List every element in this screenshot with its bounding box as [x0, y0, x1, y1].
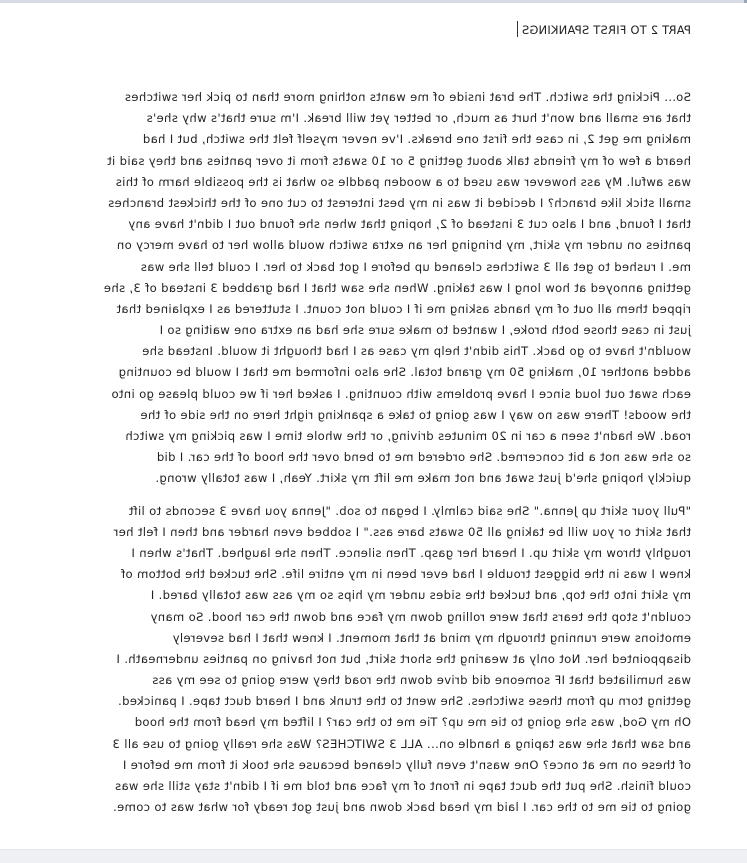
bottom-status-bar [0, 849, 747, 863]
text-line: panties on under my skirt, my bringing her an extra switch would allow her to have mercy on [116, 238, 691, 253]
text-line: getting torn up from these switches. She went to the trunk and I heard duct tape. I panicked. [117, 694, 691, 709]
text-line: Oh my God, was she going to tie me up? Tie me to the car? I lifted my head from the hood [134, 715, 691, 730]
text-line: small stick like branch? I decided it was in my best interest to cut one of the thickest branches [107, 195, 691, 210]
text-line: making me get 2, in case the first one breaks. I've never myself felt the switch, but I had [142, 132, 691, 147]
text-line: was awful. My ass however was used to a wooden paddle so what is the possible harm of this [115, 174, 691, 189]
text-line: so she was not a bit concerned. She ordered me to bend over the hood of the car. I did [156, 450, 691, 465]
text-line: quickly hoping she'd just swat and not make me lift my skirt. Yeah, I was totally wrong. [155, 471, 691, 486]
text-line: disappointed her. Not only at wearing the short skirt, but not having on panties underneath. I [116, 651, 691, 666]
text-line: knew I was in the biggest trouble I had ever been in my entire life. She tucked the bottom of [120, 567, 691, 582]
document-body[interactable] [103, 87, 691, 829]
text-line: road. We hadn't seen a car in 20 minutes driving, or the whole time I was picking my switch [125, 429, 691, 443]
mirrored-document-content [0, 3, 747, 849]
text-line: and saw that she was taping a handle on... ALL 3 SWITCHES? Was she really going to use all 3 [112, 736, 691, 751]
text-line: the woods! There was no way I was going to take a spanking right here on the side of the [140, 407, 691, 422]
text-line: added another 10, making 50 my grand total. She also informed me that I would be counting [118, 365, 691, 380]
text-line: could finish. She put the duct tape in front of my face and told me if I didn't stay still she was [114, 779, 691, 793]
paragraph-2 [112, 501, 691, 819]
text-line: ripped them all out of my hands asking me if I could not count. I stuttered as I explained that [116, 301, 691, 316]
text-line: getting annoyed at how long I was taking. When she saw that I had grabbed 3 instead of 3, she [103, 280, 691, 295]
text-line: my skirt into the top, and tucked the sides under my hips so my ass was totally bared. I [150, 588, 691, 603]
text-line: So... Picking the switch. The brat inside of me wants nothing more than to pick her switches [124, 90, 691, 104]
document-heading: PART 2 TO FIRST SPANKINGS [521, 23, 691, 37]
text-line: that I found, and I also cut 3 instead of 2, hoping that when she found out I didn't have any [128, 217, 691, 232]
text-line: emotions were running through my mind at that moment. I knew that I had severely [172, 630, 691, 645]
text-line: of these on me at once? One wasn't even fully cleaned because she took it from me before I [122, 757, 691, 772]
text-line: that skirt or you will be taking all 50 swats bare ass." I sobbed even harder and then I felt her [113, 524, 691, 539]
text-line: wouldn't have to go back. This didn't help my case as I had thought it would. Instead she [141, 344, 691, 359]
text-line: going to tie me to the car. I laid my head back down and just got ready for what was to come. [112, 800, 691, 815]
text-line: each swat out loud since I have problems with counting. I asked her if we could please go into [111, 386, 691, 401]
text-line: couldn't stop the tears that were rolling down my face and down the car hood. So many [150, 609, 691, 624]
text-line: me. I rushed to get all 3 switches cleaned up before I got back to her. I could tell she was [140, 259, 691, 274]
text-line: that are small and won't hurt as much, or better yet will break. I'm sure that's why she's [146, 111, 691, 126]
text-line: "Pull your skirt up Jenna." She said calmly. I began to sob. "Jenna you have 3 seconds to lift [128, 503, 691, 518]
paragraph-1 [103, 87, 691, 490]
text-line: just in case those both broke, I wanted to make sure she had an extra one waiting so I [159, 323, 691, 338]
text-cursor [517, 21, 518, 37]
text-line: heard a few of my friends talk about getting 5 or 10 swats from it over panties and they said it [106, 153, 691, 168]
text-line: was humiliated that IF someone did drive down the road they were going to see my ass [151, 673, 691, 688]
text-line: roughly throw my skirt up. I heard her gasp. Then silence. Then she laughed. That's when I [131, 545, 691, 560]
document-page[interactable] [0, 3, 747, 849]
